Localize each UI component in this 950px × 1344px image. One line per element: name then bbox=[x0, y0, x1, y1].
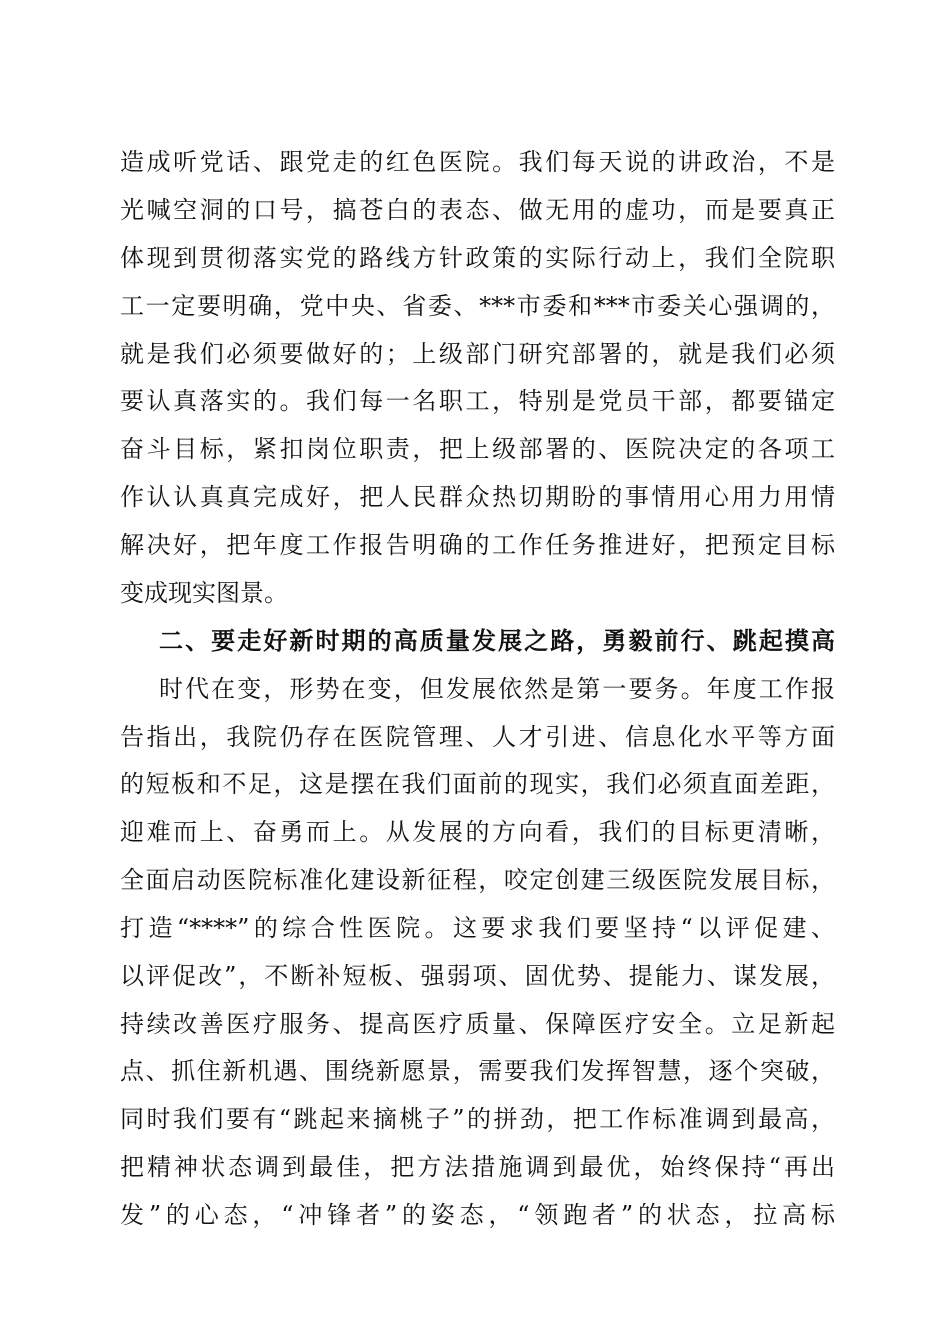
paragraph-line: 光喊空洞的口号，搞苍白的表态、做无用的虚功，而是要真正 bbox=[120, 196, 835, 224]
paragraph-line: 迎难而上、奋勇而上。从发展的方向看，我们的目标更清晰， bbox=[120, 818, 835, 846]
paragraph-line: 的短板和不足，这是摆在我们面前的现实，我们必须直面差距， bbox=[120, 770, 835, 798]
paragraph-line: 把精神状态调到最佳，把方法措施调到最优，始终保持“再出 bbox=[120, 1153, 835, 1181]
paragraph-line: 打造“****”的综合性医院。这要求我们要坚持“以评促建、 bbox=[120, 914, 835, 942]
paragraph-line: 以评促改”，不断补短板、强弱项、固优势、提能力、谋发展， bbox=[120, 962, 835, 990]
paragraph-line: 奋斗目标，紧扣岗位职责，把上级部署的、医院决定的各项工 bbox=[120, 435, 835, 463]
paragraph-line: 发”的心态，“冲锋者”的姿态，“领跑者”的状态，拉高标 bbox=[120, 1201, 835, 1229]
paragraph-line: 变成现实图景。 bbox=[120, 579, 288, 607]
paragraph-line: 要认真落实的。我们每一名职工，特别是党员干部，都要锚定 bbox=[120, 387, 835, 415]
paragraph-line: 告指出，我院仍存在医院管理、人才引进、信息化水平等方面 bbox=[120, 723, 835, 751]
paragraph-line: 工一定要明确，党中央、省委、***市委和***市委关心强调的， bbox=[120, 292, 835, 320]
paragraph-line: 时代在变，形势在变，但发展依然是第一要务。年度工作报 bbox=[159, 675, 835, 703]
paragraph-line: 作认认真真完成好，把人民群众热切期盼的事情用心用力用情 bbox=[120, 483, 835, 511]
paragraph-line: 体现到贯彻落实党的路线方针政策的实际行动上，我们全院职 bbox=[120, 244, 835, 272]
section-heading: 二、要走好新时期的高质量发展之路，勇毅前行、跳起摸高 bbox=[159, 627, 835, 655]
paragraph-line: 点、抓住新机遇、围绕新愿景，需要我们发挥智慧，逐个突破， bbox=[120, 1057, 835, 1085]
paragraph-line: 就是我们必须要做好的；上级部门研究部署的，就是我们必须 bbox=[120, 340, 835, 368]
paragraph-line: 全面启动医院标准化建设新征程，咬定创建三级医院发展目标， bbox=[120, 866, 835, 894]
paragraph-line: 同时我们要有“跳起来摘桃子”的拼劲，把工作标准调到最高， bbox=[120, 1105, 835, 1133]
paragraph-line: 解决好，把年度工作报告明确的工作任务推进好，把预定目标 bbox=[120, 531, 835, 559]
paragraph-line: 造成听党话、跟党走的红色医院。我们每天说的讲政治，不是 bbox=[120, 148, 835, 176]
paragraph-line: 持续改善医疗服务、提高医疗质量、保障医疗安全。立足新起 bbox=[120, 1010, 835, 1038]
